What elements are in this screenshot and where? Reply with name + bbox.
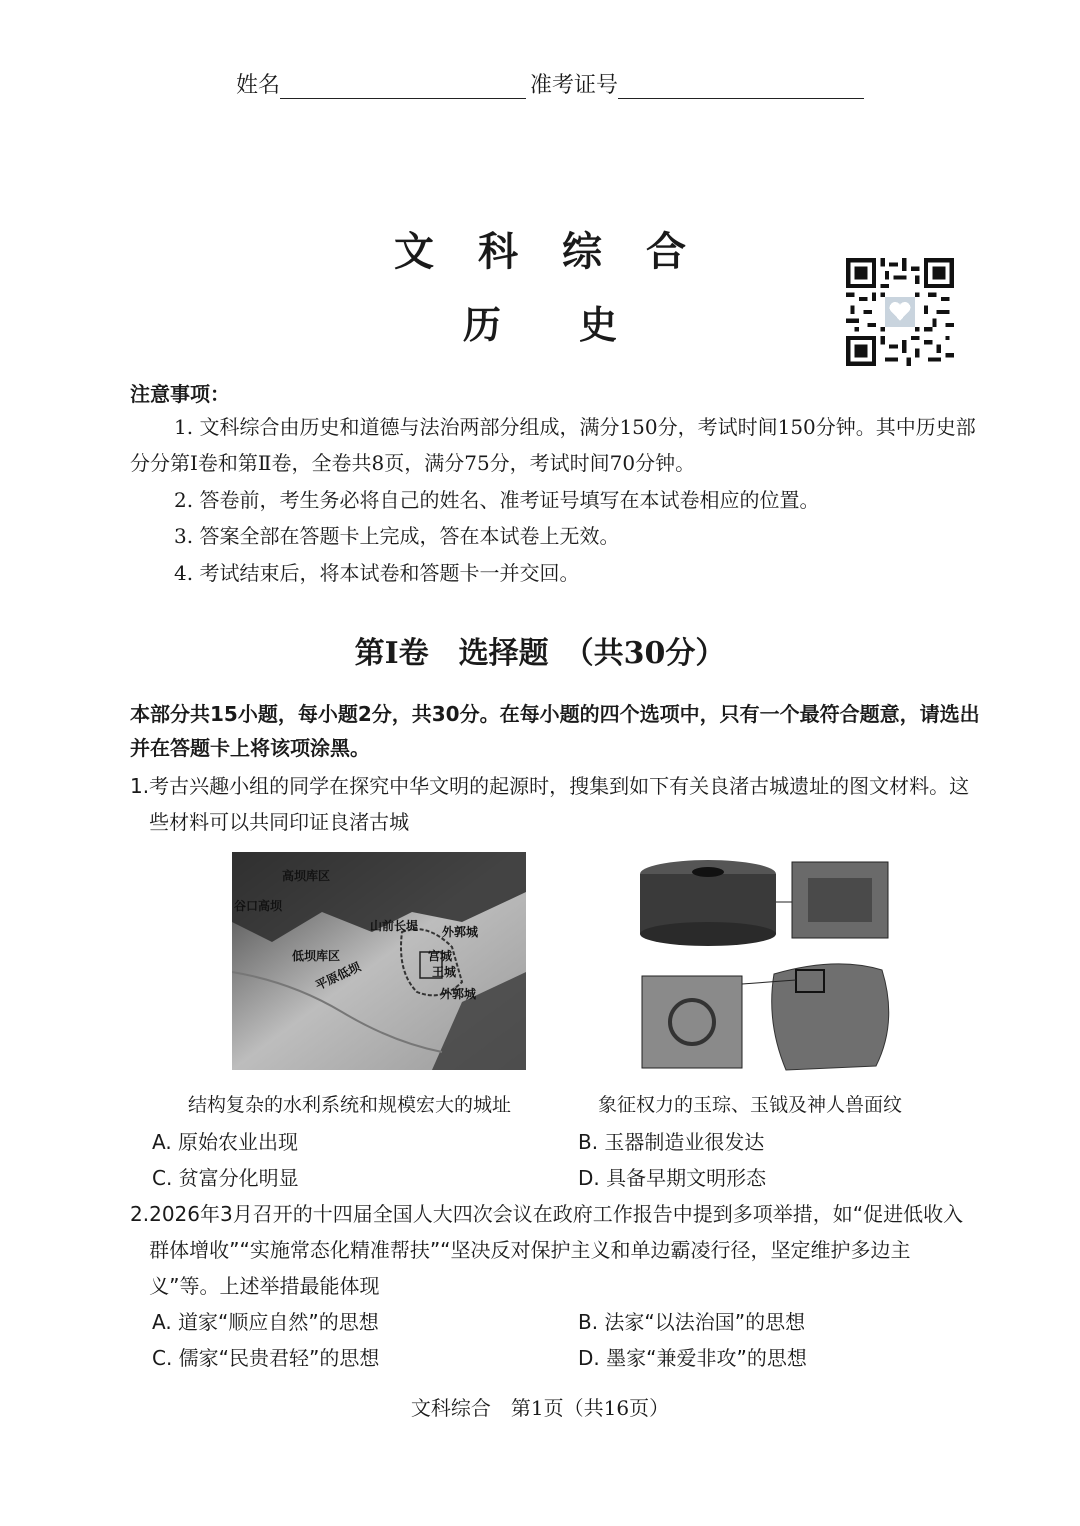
map-label-mountain-dike: 山前长堤 [370, 919, 419, 933]
subject-title: 历史 [462, 302, 695, 347]
exam-id-label: 准考证号 [530, 73, 619, 98]
main-title: 文科综合 [394, 228, 730, 275]
section-title: 第Ⅰ卷 选择题 （共30分） [354, 636, 726, 671]
question-2-stem [130, 1196, 980, 1304]
map-label-valley-high-dam: 谷口高坝 [234, 899, 283, 913]
notice-item-2: 2. 答卷前，考生务必将自己的姓名、准考证号填写在本试卷相应的位置。 [174, 488, 820, 512]
q2-option-a[interactable]: A. 道家“顺应自然”的思想 [152, 1310, 379, 1334]
name-blank[interactable] [280, 76, 526, 99]
exam-id-blank[interactable] [618, 76, 864, 99]
name-field [236, 68, 526, 99]
q1-option-b[interactable]: B. 玉器制造业很发达 [578, 1130, 765, 1154]
qr-code-icon[interactable] [846, 258, 954, 366]
section-intro: 本部分共15小题，每小题2分，共30分。在每小题的四个选项中，只有一个最符合题意，请选出并在答题卡上将该项涂黑。 [130, 702, 980, 760]
map-label-low-dam-reservoir: 低坝库区 [292, 949, 341, 963]
question-2-number: 2. [130, 1202, 150, 1226]
notice-item-4: 4. 考试结束后，将本试卷和答题卡一并交回。 [174, 561, 580, 585]
q2-option-c[interactable]: C. 儒家“民贵君轻”的思想 [152, 1346, 380, 1370]
question-1-number: 1. [130, 774, 150, 798]
q1-option-c[interactable]: C. 贫富分化明显 [152, 1166, 299, 1190]
q1-option-d[interactable]: D. 具备早期文明形态 [578, 1166, 767, 1190]
name-label: 姓名 [236, 73, 281, 98]
map-label-royal-city: 王城 [432, 965, 457, 979]
jade-artifacts-image [636, 852, 896, 1072]
page-footer: 文科综合 第1页（共16页） [410, 1396, 670, 1420]
exam-id-field [530, 68, 864, 99]
caption-water-system: 结构复杂的水利系统和规模宏大的城址 [188, 1094, 512, 1116]
question-1-text: 考古兴趣小组的同学在探究中华文明的起源时，搜集到如下有关良渚古城遗址的图文材料。这些材料可以共同印证良渚古城 [149, 774, 970, 834]
map-label-outer-city-1: 外郭城 [442, 925, 479, 939]
map-label-palace-city: 宫城 [428, 949, 453, 963]
notice-item-1: 1. 文科综合由历史和道德与法治两部分组成，满分150分，考试时间150分钟。其中历史部分分第Ⅰ卷和第Ⅱ卷，全卷共8页，满分75分，考试时间70分钟。 [130, 415, 976, 475]
map-label-outer-city-2: 外郭城 [440, 987, 477, 1001]
question-2-text: 2026年3月召开的十四届全国人大四次会议在政府工作报告中提到多项举措，如“促进低收入群体增收”“实施常态化精准帮扶”“坚决反对保护主义和单边霸凌行径，坚定维护多边主义”等。上述举措最能体现 [149, 1202, 964, 1298]
notice-item-3: 3. 答案全部在答题卡上完成，答在本试卷上无效。 [174, 524, 620, 548]
q2-option-b[interactable]: B. 法家“以法治国”的思想 [578, 1310, 806, 1334]
q2-option-d[interactable]: D. 墨家“兼爱非攻”的思想 [578, 1346, 807, 1370]
q1-option-a[interactable]: A. 原始农业出现 [152, 1130, 299, 1154]
caption-jade-artifacts: 象征权力的玉琮、玉钺及神人兽面纹 [598, 1094, 903, 1116]
map-label-high-dam-reservoir: 高坝库区 [282, 869, 331, 883]
liangzhu-water-system-map [232, 852, 526, 1070]
map-label-plain-low-dam: 平原低坝 [313, 959, 363, 993]
notice-heading: 注意事项： [130, 382, 230, 406]
question-1-stem [130, 768, 980, 840]
